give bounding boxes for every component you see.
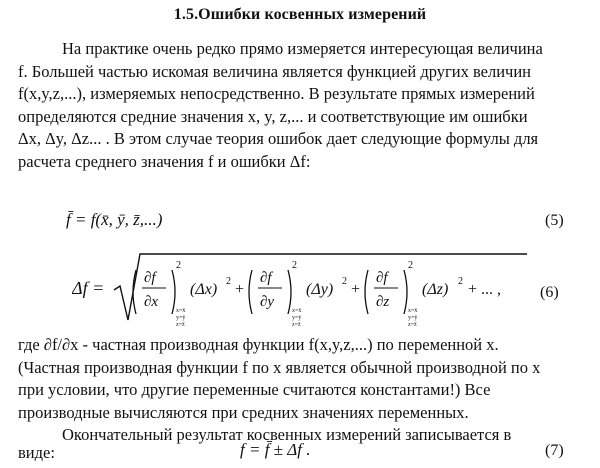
paren-right-y: [288, 270, 291, 314]
eq6-plus-2: +: [351, 281, 361, 298]
eq6-numer-y: ∂f: [260, 270, 272, 286]
paren-right-x: [172, 270, 175, 314]
paren-right-z: [404, 270, 407, 314]
equation-5: [66, 210, 162, 230]
eq6-sub-x1: x=x̄: [176, 308, 186, 314]
eq6-den-z: ∂z: [376, 294, 390, 310]
eq6-sub-z2: y=ȳ: [408, 315, 418, 321]
eq6-sq-z: 2: [408, 260, 413, 271]
eq6-sq-dy: 2: [342, 276, 347, 287]
intro-line: На практике очень редко прямо измеряется интересующая величина: [62, 39, 543, 58]
eq6-dy: (Δy): [306, 281, 334, 298]
equation-6-number: (6): [540, 284, 559, 301]
eq6-sq-x: 2: [176, 260, 181, 271]
intro-line: определяются средние значения x, y, z,... и соответствующие им ошибки: [18, 106, 528, 126]
eq6-sub-z1: x=x̄: [408, 308, 418, 314]
eq7-prefix: виде:: [18, 443, 55, 462]
explain-line: где ∂f/∂x - частная производная функции f(x,y,z,...) по переменной x.: [18, 335, 499, 354]
intro-line: Δx, Δy, Δz... . В этом случае теория ошибок дает следующие формулы для: [18, 129, 539, 148]
eq6-dz: (Δz): [422, 281, 449, 298]
explanation-paragraph: [18, 334, 588, 447]
equation-7-number: (7): [545, 442, 564, 459]
eq6-dx: (Δx): [190, 281, 218, 298]
paren-left-y: [249, 270, 252, 314]
section-title: 1.5.Ошибки косвенных измерений: [173, 6, 427, 23]
eq6-sub-y2: y=ȳ: [292, 315, 302, 321]
eq6-sq-dx: 2: [226, 276, 231, 287]
equation-5-number: (5): [545, 212, 564, 229]
eq6-sq-dz: 2: [458, 276, 463, 287]
equation-6: [72, 248, 532, 332]
eq6-sub-z3: z=z̄: [408, 322, 417, 328]
explain-line: при условии, что другие переменные считаются константами!) Все: [18, 380, 491, 399]
eq6-numer-z: ∂f: [376, 270, 388, 286]
eq6-plus-1: +: [235, 281, 245, 298]
eq6-sub-y3: z=z̄: [292, 322, 301, 328]
eq6-ellipsis: + ... ,: [468, 281, 502, 298]
eq6-sub-x3: z=z̄: [176, 322, 185, 328]
eq6-sub-y1: x=x̄: [292, 308, 302, 314]
eq6-numer-x: ∂f: [144, 270, 156, 286]
eq6-den-x: ∂x: [144, 294, 159, 310]
eq6-sub-x2: y=ȳ: [176, 315, 186, 321]
intro-paragraph: [18, 38, 588, 173]
explain-line: (Частная производная функции f по x является обычной производной по x: [18, 357, 541, 377]
explain-line: Окончательный результат косвенных измерений записывается в: [62, 425, 512, 444]
equation-7: f = f̄ ± Δf .: [240, 440, 311, 459]
eq5-rhs: = f(x̄, ȳ, z̄,...): [74, 210, 163, 229]
eq6-den-y: ∂y: [260, 294, 275, 310]
intro-line: f(x,y,z,...), измеряемых непосредственно. В результате прямых измерений: [18, 84, 535, 103]
intro-line: расчета среднего значения f и ошибки Δf:: [18, 151, 311, 171]
intro-line: f. Большей частью искомая величина является функцией других величин: [18, 61, 532, 81]
eq5-lhs: f̄: [66, 210, 71, 229]
explain-line: производные вычисляются при средних значениях переменных.: [18, 402, 469, 422]
eq6-sq-y: 2: [292, 260, 297, 271]
paren-left-z: [365, 270, 368, 314]
eq6-lhs: Δf =: [72, 278, 105, 298]
